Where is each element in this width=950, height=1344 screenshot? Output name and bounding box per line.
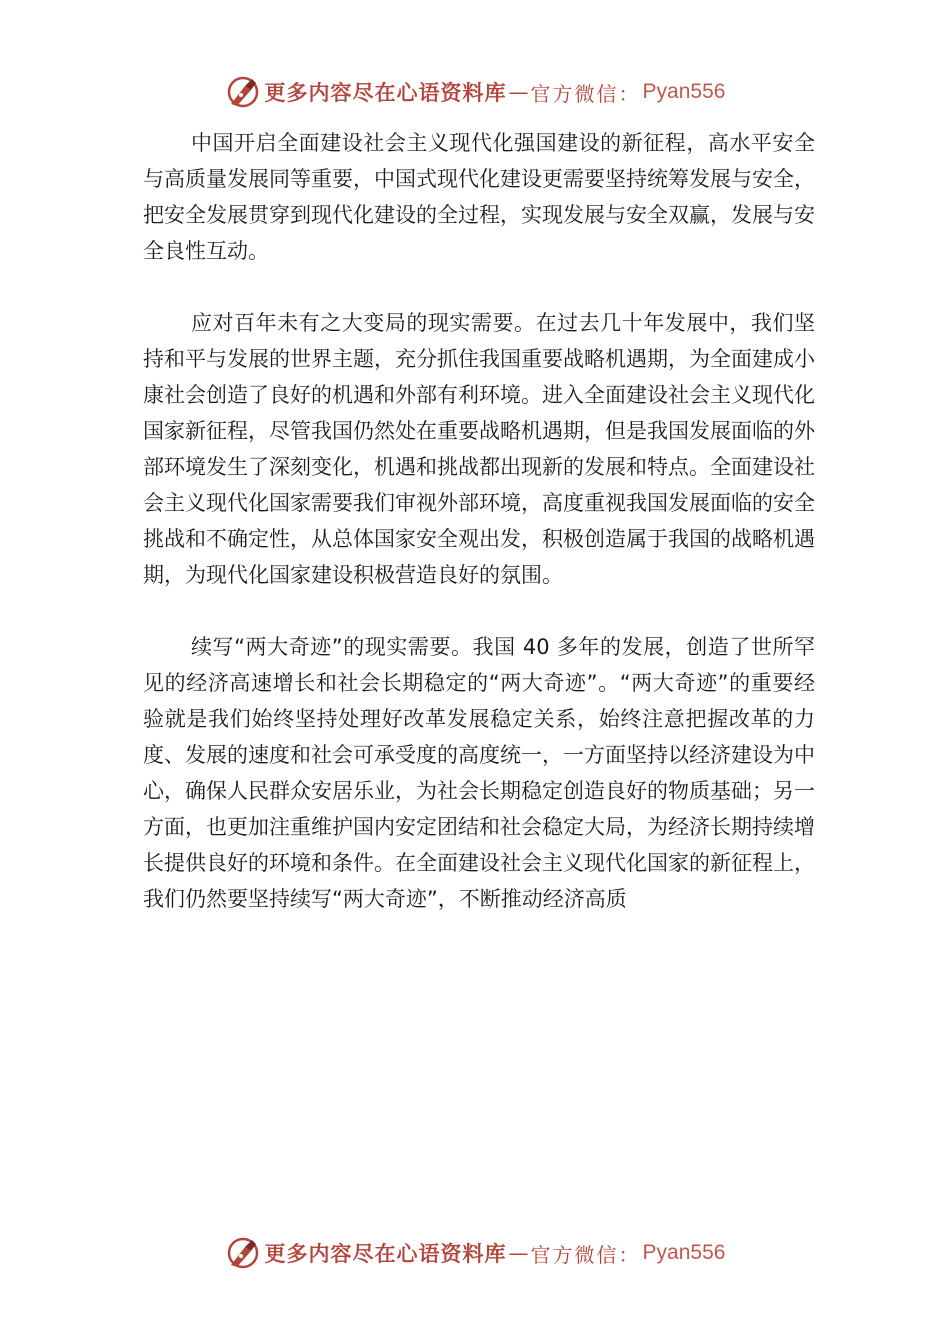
document-body bbox=[143, 125, 815, 953]
wechat-id: Pyan556 bbox=[642, 1241, 726, 1264]
brand-name: 更多内容尽在心语资料库 bbox=[264, 80, 507, 105]
official-wechat-label: 官方微信： bbox=[530, 81, 641, 106]
paragraph: 中国开启全面建设社会主义现代化强国建设的新征程，高水平安全与高质量发展同等重要，中国式现代化建设更需要坚持统筹发展与安全，把安全发展贯穿到现代化建设的全过程，实现发展与安全双赢，发展与安全良性互动。 bbox=[143, 131, 815, 263]
brand-name: 更多内容尽在心语资料库 bbox=[264, 1241, 507, 1266]
pen-nib-logo-icon bbox=[225, 74, 261, 110]
pen-nib-logo-icon bbox=[225, 1235, 261, 1271]
brand-separator: — bbox=[508, 80, 529, 104]
brand-separator: — bbox=[508, 1241, 529, 1265]
wechat-id: Pyan556 bbox=[642, 80, 726, 103]
footer-banner bbox=[0, 1233, 950, 1273]
header-banner bbox=[0, 72, 950, 112]
official-wechat-label: 官方微信： bbox=[530, 1242, 641, 1267]
paragraph: 续写“两大奇迹”的现实需要。我国 40 多年的发展，创造了世所罕见的经济高速增长和社会长期稳定的“两大奇迹”。“两大奇迹”的重要经验就是我们始终坚持处理好改革发展稳定关系，始终注意把握改革的力度、发展的速度和社会可承受度的高度统一，一方面坚持以经济建设为中心，确保人民群众安居乐业，为社会长期稳定创造良好的物质基础；另一方面，也更加注重维护国内安定团结和社会稳定大局，为经济长期持续增长提供良好的环境和条件。在全面建设社会主义现代化国家的新征程上，我们仍然要坚持续写“两大奇迹”，不断推动经济高质 bbox=[143, 635, 815, 911]
paragraph: 应对百年未有之大变局的现实需要。在过去几十年发展中，我们坚持和平与发展的世界主题，充分抓住我国重要战略机遇期，为全面建成小康社会创造了良好的机遇和外部有利环境。进入全面建设社会主义现代化国家新征程，尽管我国仍然处在重要战略机遇期，但是我国发展面临的外部环境发生了深刻变化，机遇和挑战都出现新的发展和特点。全面建设社会主义现代化国家需要我们审视外部环境，高度重视我国发展面临的安全挑战和不确定性，从总体国家安全观出发，积极创造属于我国的战略机遇期，为现代化国家建设积极营造良好的氛围。 bbox=[143, 311, 815, 587]
